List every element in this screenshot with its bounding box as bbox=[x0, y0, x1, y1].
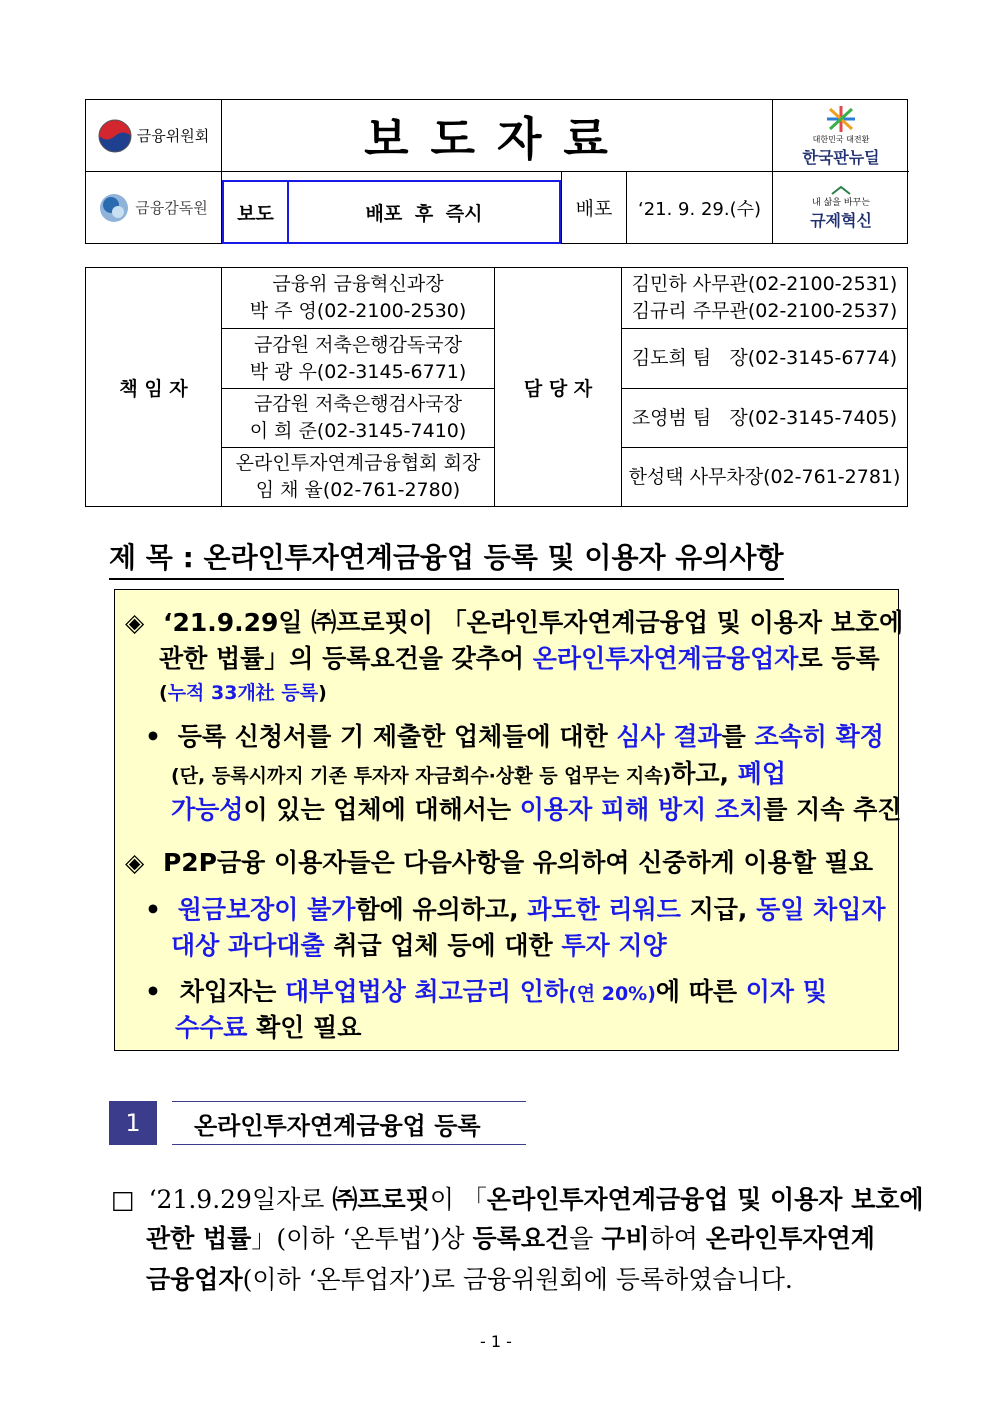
fsc-logo bbox=[86, 100, 222, 172]
contact-table bbox=[85, 267, 908, 507]
summary-box: ◈ ‘21.9.29일 ㈜프로핏이 「온라인투자연계금융업 및 이용자 보호에 관한 법률」의 등록요건을 갖추어 온라인투자연계금융업자로 등록 (누적 33개社 등록) • 등록 신청서를 기 제출한 업체들에 대한 심사 결과를 조속히 확정 (단, 등록시까지 기존 투자자 자금회수·상환 등 업무는 지속)하고, 폐업 가능성이 있는 업체에 대해서는 이용자 피해 방지 조치를 지속 추진 ◈ P2P금융 이용자들은 다음사항을 유의하여 신중하게 이용할 필요 • 원금보장이 불가함에 유의하고, 과도한 리워드 지급, 동일 차입자 대상 과다대출 취급 업체 등에 대한 투자 지양 • 차입자는 대부업법상 최고금리 인하(연 20%)에 따른 이자 및 수수료 확인 필요 bbox=[114, 589, 899, 1051]
body-line: □ ‘21.9.29일자로 ㈜프로핏이 「온라인투자연계금융업 및 이용자 보호에 bbox=[111, 1185, 924, 1214]
dist-date: ‘21. 9. 29.(수) bbox=[637, 198, 762, 220]
section-number: 1 bbox=[109, 1101, 157, 1145]
bullet-icon: • bbox=[145, 895, 161, 924]
dist-date-cell bbox=[627, 172, 773, 243]
title-cell bbox=[222, 100, 773, 172]
responsible-person: 금융위 금융혁신과장 박 주 영(02-2100-2530) bbox=[222, 268, 495, 329]
summary-subpoint: • 차입자는 대부업법상 최고금리 인하(연 20%)에 따른 이자 및 bbox=[145, 977, 827, 1006]
report-value-cell: 배포 후 즉시 bbox=[289, 180, 561, 244]
responsible-person: 온라인투자연계금융협회 회장 임 채 율(02-761-2780) bbox=[222, 448, 495, 506]
report-label-cell: 보도 bbox=[222, 180, 289, 244]
contact-person: 조영범 팀 장(02-3145-7405) bbox=[622, 389, 907, 448]
checkbox-icon: □ bbox=[111, 1185, 135, 1214]
contact-person: 한성택 사무차장(02-761-2781) bbox=[628, 465, 901, 488]
responsible-label: 책 임 자 bbox=[86, 268, 222, 506]
bullet-icon: • bbox=[145, 977, 161, 1006]
contact-label: 담 당 자 bbox=[495, 268, 622, 506]
fss-name: 금융감독원 bbox=[135, 199, 208, 217]
dist-label-cell: 배포 bbox=[561, 172, 627, 243]
summary-point-1: ◈ ‘21.9.29일 ㈜프로핏이 「온라인투자연계금융업 및 이용자 보호에 bbox=[125, 608, 904, 637]
summary-subpoint: • 원금보장이 불가함에 유의하고, 과도한 리워드 지급, 동일 차입자 bbox=[145, 895, 886, 924]
fss-logo bbox=[86, 172, 222, 243]
press-header-table bbox=[85, 99, 908, 244]
page-title: 보도자료 bbox=[364, 111, 630, 166]
chevron-up-icon bbox=[830, 185, 852, 195]
body-line: 금융업자(이하 ‘온투업자’)로 금융위원회에 등록하였습니다. bbox=[146, 1265, 793, 1294]
summary-point-2: ◈ P2P금융 이용자들은 다음사항을 유의하여 신중하게 이용할 필요 bbox=[125, 848, 873, 877]
fsc-name: 금융위원회 bbox=[136, 127, 210, 145]
regulatory-innovation-logo: 내 삶을 바꾸는 규제혁신 bbox=[773, 172, 909, 243]
new-deal-logo: 대한민국 대전환 한국판뉴딜 bbox=[773, 100, 909, 172]
section-title: 온라인투자연계금융업 등록 bbox=[194, 1111, 481, 1140]
fsc-emblem-icon bbox=[98, 119, 132, 153]
section-title-bar bbox=[172, 1101, 526, 1145]
contact-person: 김민하 사무관(02-2100-2531) 김규리 주무관(02-2100-2537) bbox=[622, 268, 907, 329]
contact-person: 김도희 팀 장(02-3145-6774) bbox=[622, 329, 907, 389]
body-line: 관한 법률」(이하 ‘온투법’)상 등록요건을 구비하여 온라인투자연계 bbox=[146, 1224, 875, 1253]
responsible-person: 금감원 저축은행검사국장 이 희 준(02-3145-7410) bbox=[222, 389, 495, 448]
page-number: - 1 - bbox=[480, 1332, 512, 1351]
summary-subpoint: • 등록 신청서를 기 제출한 업체들에 대한 심사 결과를 조속히 확정 bbox=[145, 722, 884, 751]
diamond-bullet-icon: ◈ bbox=[125, 848, 145, 877]
responsible-person: 금감원 저축은행감독국장 박 광 우(02-3145-6771) bbox=[222, 329, 495, 389]
new-deal-star-icon bbox=[821, 104, 861, 134]
fss-emblem-icon bbox=[99, 193, 129, 223]
subject-title: 제 목 : 온라인투자연계금융업 등록 및 이용자 유의사항 bbox=[109, 536, 784, 580]
diamond-bullet-icon: ◈ bbox=[125, 608, 145, 637]
bullet-icon: • bbox=[145, 722, 161, 751]
